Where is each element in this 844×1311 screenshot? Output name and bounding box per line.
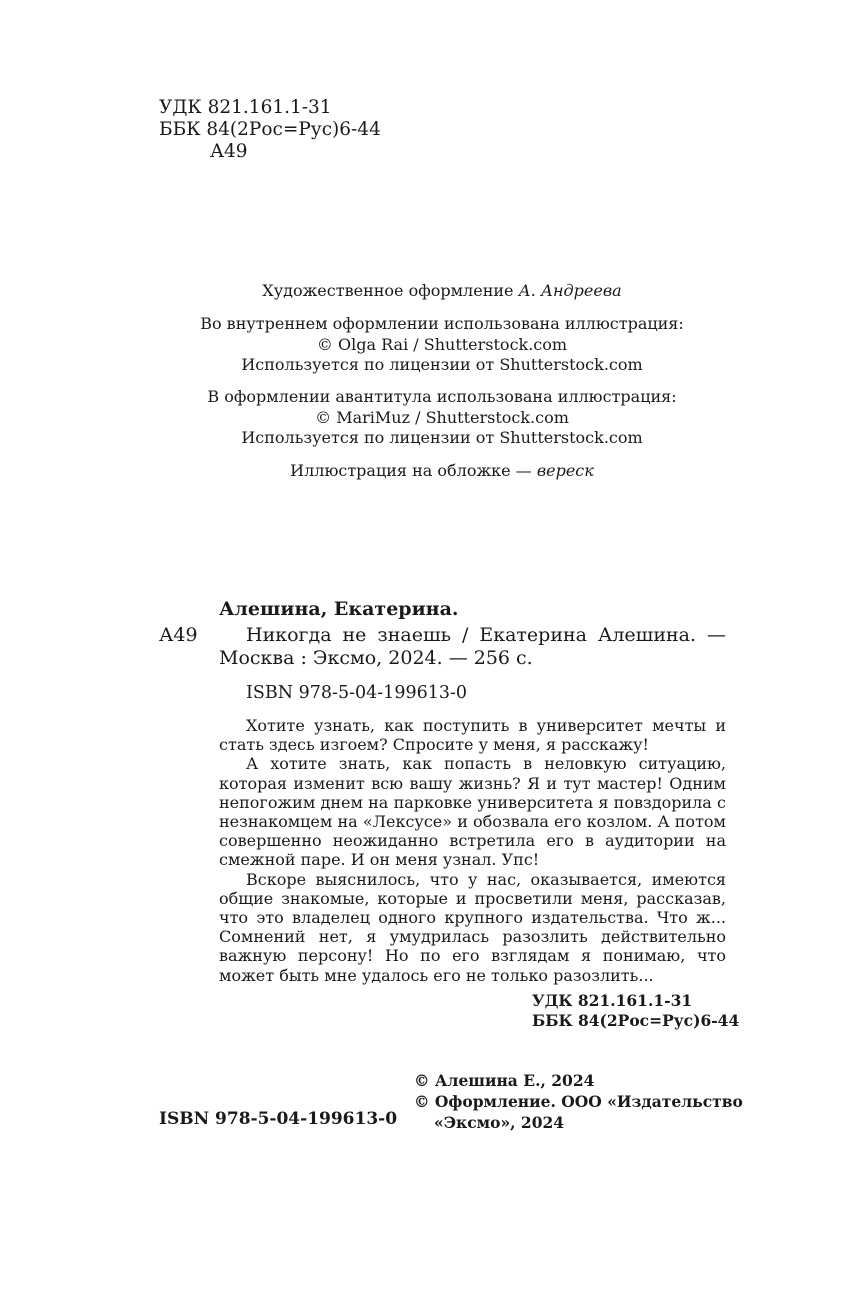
- bbk-code: ББК 84(2Рос=Рус)6-44: [159, 119, 381, 140]
- copyright-design-line1: © Оформление. ООО «Издательство: [414, 1092, 743, 1111]
- catalog-title-block: [219, 624, 726, 670]
- catalog-title-line1: Никогда не знаешь / Екатерина Алешина. —: [246, 624, 726, 646]
- bottom-udk: УДК 821.161.1-31: [532, 991, 693, 1010]
- catalog-isbn: ISBN 978-5-04-199613-0: [246, 683, 468, 703]
- inner-illustration-line3: Используется по лицензии от Shutterstock.com: [241, 355, 643, 374]
- bottom-isbn: ISBN 978-5-04-199613-0: [159, 1109, 398, 1129]
- bottom-bbk: ББК 84(2Рос=Рус)6-44: [532, 1011, 740, 1030]
- halftitle-illustration-credit: [0, 387, 844, 449]
- copyright-author: © Алешина Е., 2024: [414, 1071, 595, 1090]
- catalog-title-line2: Москва : Эксмо, 2024. — 256 с.: [219, 647, 533, 669]
- art-design-name: А. Андреева: [518, 281, 622, 300]
- annotation-paragraph-1: Хотите узнать, как поступить в университет мечты и стать здесь изгоем? Спросите у меня, я расскажу!: [219, 716, 726, 755]
- author-sign: А49: [210, 141, 248, 162]
- halftitle-illustration-line3: Используется по лицензии от Shutterstock.com: [241, 428, 643, 447]
- classification-block: [159, 97, 381, 163]
- cover-illustration-label: Иллюстрация на обложке —: [290, 461, 532, 480]
- copyright-block: [414, 1070, 743, 1133]
- annotation: [219, 716, 726, 985]
- inner-illustration-line2: © Olga Rai / Shutterstock.com: [316, 334, 568, 354]
- cover-illustration-credit: [0, 461, 844, 482]
- annotation-paragraph-2: А хотите знать, как попасть в неловкую ситуацию, которая изменит всю вашу жизнь? Я и тут мастер! Одним непогожим днем на парковке университета я повздорила с незнакомцем на «Лексусе» и обозвала его козлом. А потом совершенно неожиданно встретила его в аудитории на смежной паре. И он меня узнал. Упс!: [219, 754, 726, 870]
- catalog-code: А49: [159, 624, 198, 646]
- art-design-label: Художественное оформление: [262, 281, 514, 300]
- art-design-credit: [0, 281, 844, 302]
- halftitle-illustration-line1: В оформлении авантитула использована иллюстрация:: [207, 387, 677, 406]
- udk-code: УДК 821.161.1-31: [159, 97, 332, 118]
- copyright-design-line2: «Эксмо», 2024: [434, 1113, 565, 1132]
- bottom-classification: [532, 991, 739, 1031]
- cover-illustration-value: вереск: [536, 461, 594, 480]
- inner-illustration-credit: [0, 314, 844, 376]
- halftitle-illustration-line2: © MariMuz / Shutterstock.com: [315, 407, 569, 427]
- annotation-paragraph-3: Вскоре выяснилось, что у нас, оказывается, имеются общие знакомые, которые и просветили меня, рассказав, что это владелец одного крупного издательства. Что ж... Сомнений нет, я умудрилась разозлить действительно важную персону! Но по его взглядам я понимаю, что может быть мне удалось его не только разозлить...: [219, 869, 726, 985]
- catalog-author-heading: Алешина, Екатерина.: [219, 598, 459, 620]
- inner-illustration-line1: Во внутреннем оформлении использована иллюстрация:: [200, 314, 684, 333]
